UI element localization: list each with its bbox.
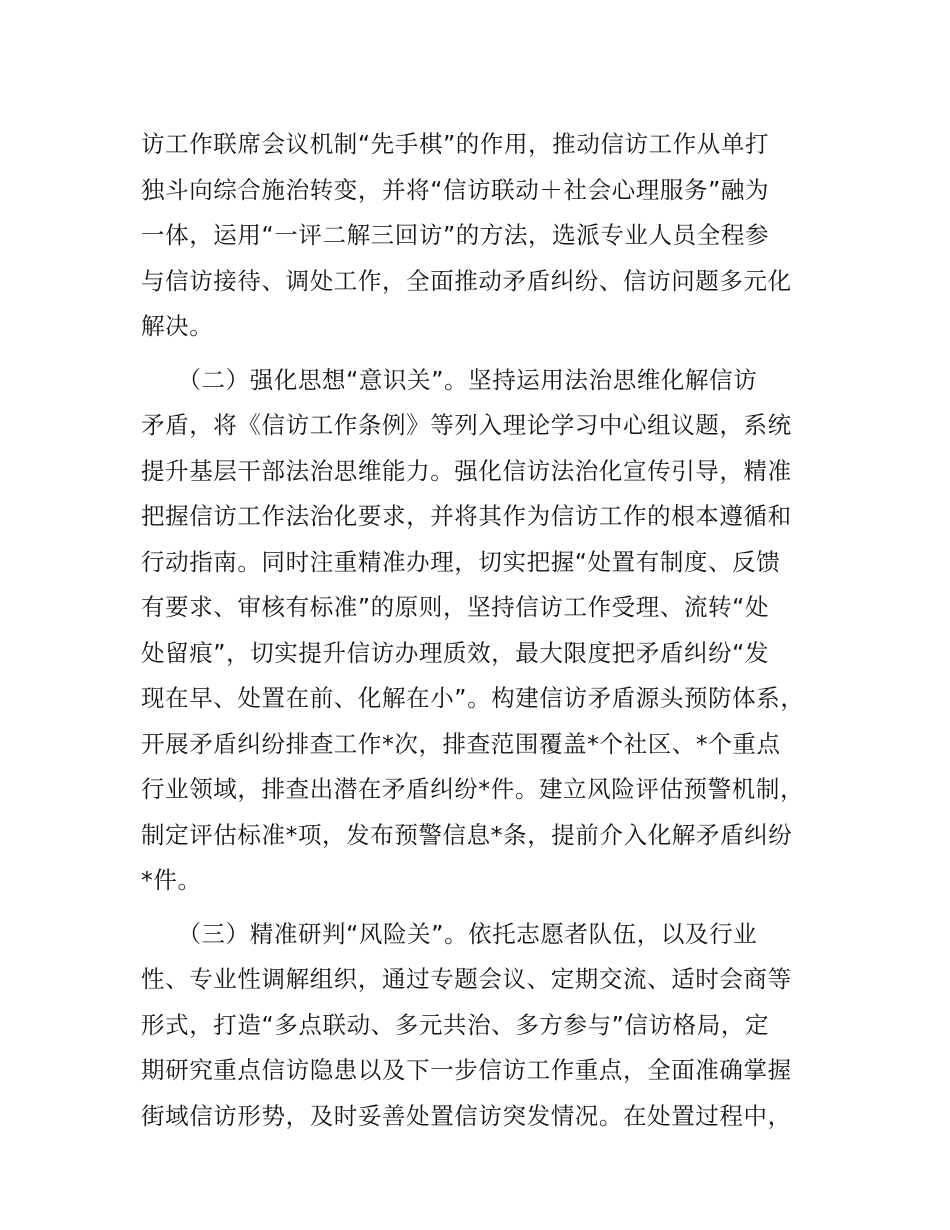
text-line: 形式，打造“多点联动、多元共治、多方参与”信访格局，定 (141, 1010, 770, 1039)
text-line: 矛盾，将《信访工作条例》等列入理论学习中心组议题，系统 (141, 411, 792, 439)
document-body (141, 122, 841, 1139)
text-line: 现在早、处置在前、化解在小”。构建信访矛盾源头预防体系， (141, 684, 805, 712)
text-line: 访工作联席会议机制“先手棋”的作用，推动信访工作从单打 (141, 130, 770, 158)
section-heading-line: （三）精准研判“风险关”。依托志愿者队伍，以及行业 (141, 919, 758, 948)
text-line: 有要求、审核有标准”的原则，坚持信访工作受理、流转“处 (141, 593, 770, 621)
section-heading-line: （二）强化思想“意识关”。坚持运用法治思维化解信访 (141, 365, 758, 394)
text-line: 性、专业性调解组织，通过专题会议、定期交流、适时会商等 (141, 965, 792, 993)
text-line: 解决。 (141, 312, 214, 340)
text-line: 开展矛盾纠纷排查工作*次，排查范围覆盖*个社区、*个重点 (141, 729, 781, 758)
text-line: 独斗向综合施治转变，并将“信访联动＋社会心理服务”融为 (141, 175, 770, 204)
text-line: 期研究重点信访隐患以及下一步信访工作重点，全面准确掌握 (141, 1056, 792, 1084)
paragraph-gap (141, 904, 841, 912)
text-line: 行业领域，排查出潜在矛盾纠纷*件。建立风险评估预警机制， (141, 775, 805, 803)
text-line: 一体，运用“一评二解三回访”的方法，选派专业人员全程参 (141, 221, 770, 249)
text-line: 提升基层干部法治思维能力。强化信访法治化宣传引导，精准 (141, 456, 792, 485)
text-line: 处留痕”，切实提升信访办理质效，最大限度把矛盾纠纷“发 (141, 638, 770, 667)
paragraph-gap (141, 350, 841, 358)
text-line: 行动指南。同时注重精准办理，切实把握“处置有制度、反馈 (141, 547, 781, 576)
text-line: 街域信访形势，及时妥善处置信访突发情况。在处置过程中， (141, 1101, 792, 1130)
text-line: 与信访接待、调处工作，全面推动矛盾纠纷、信访问题多元化 (141, 266, 792, 295)
text-line: *件。 (141, 866, 202, 894)
text-line: 制定评估标准*项，发布预警信息*条，提前介入化解矛盾纠纷 (141, 820, 793, 849)
text-line: 把握信访工作法治化要求，并将其作为信访工作的根本遵循和 (141, 502, 792, 530)
